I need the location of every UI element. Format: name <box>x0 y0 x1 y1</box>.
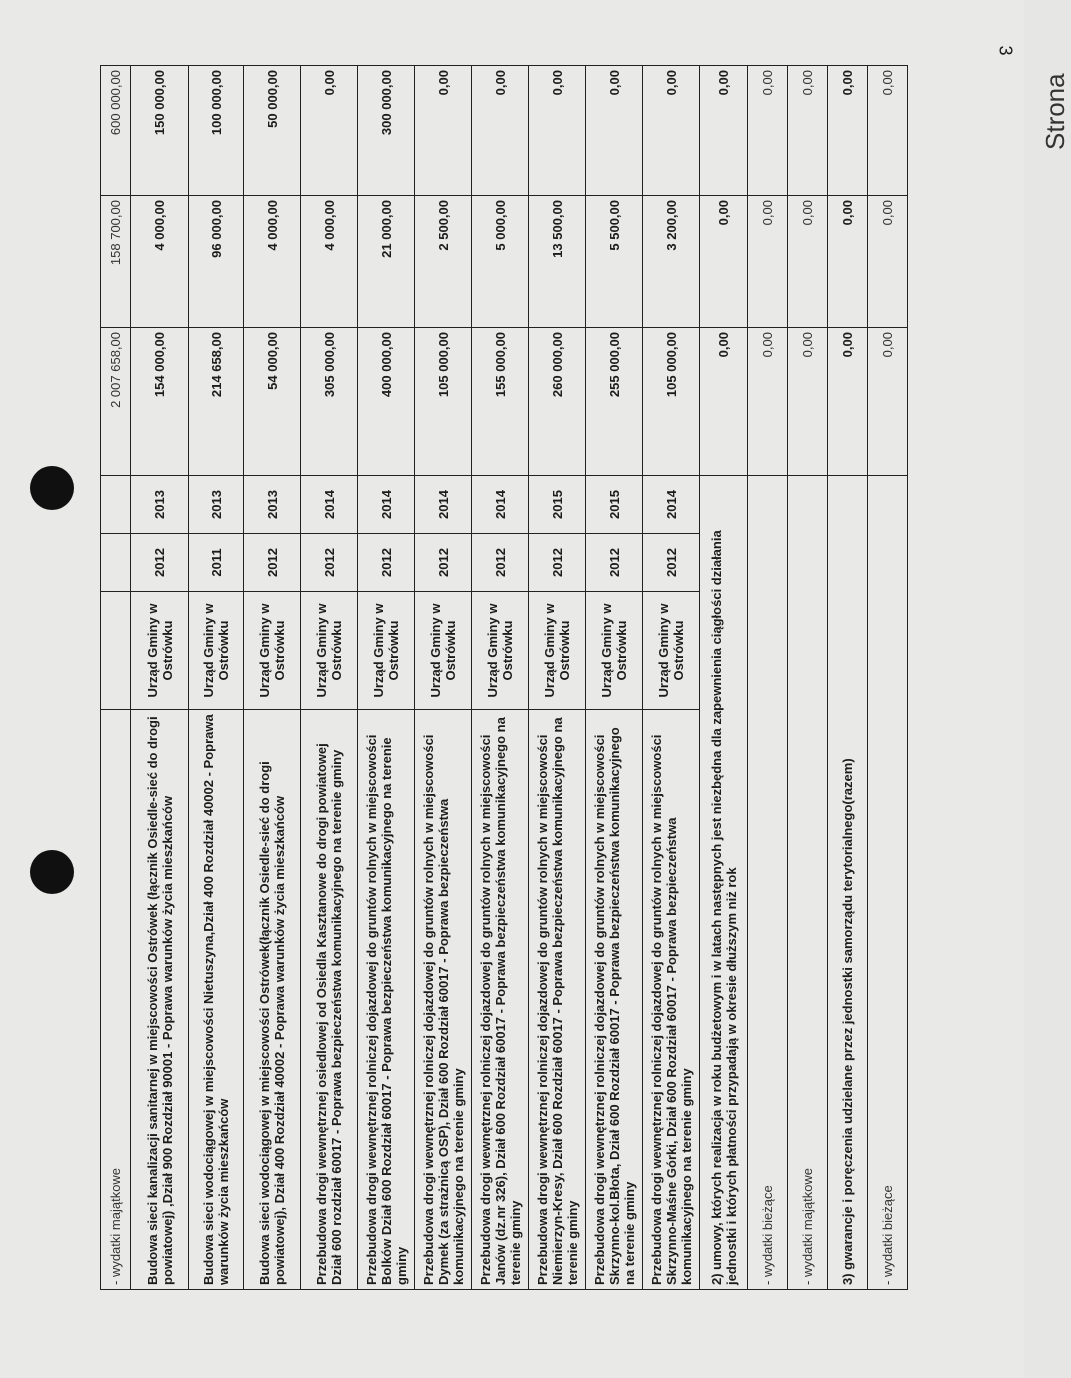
limit-year-2: 0,00 <box>301 66 358 196</box>
project-description: Budowa sieci wodociągowej w miejscowości Nietuszyna,Dział 400 Rozdział 40002 - Poprawa warunków życia mieszkańców <box>189 710 244 1290</box>
section-value-2: 0,00 <box>748 196 788 328</box>
section-value-1: 0,00 <box>700 328 748 476</box>
header-value-2: 158 700,00 <box>101 196 131 328</box>
period-to: 2014 <box>472 476 529 534</box>
section-3-current-row <box>868 66 908 1290</box>
limit-year-1: 2 500,00 <box>415 196 472 328</box>
header-row-capital <box>101 66 131 1290</box>
limit-year-1: 96 000,00 <box>189 196 244 328</box>
limit-year-1: 13 500,00 <box>529 196 586 328</box>
period-to: 2013 <box>131 476 189 534</box>
section-value-1: 0,00 <box>868 328 908 476</box>
limit-year-1: 3 200,00 <box>643 196 700 328</box>
implementing-unit: Urząd Gminy w Ostrówku <box>643 592 700 710</box>
implementing-unit: Urząd Gminy w Ostrówku <box>415 592 472 710</box>
period-from: 2012 <box>131 534 189 592</box>
financial-limit: 154 000,00 <box>131 328 189 476</box>
limit-year-2: 0,00 <box>415 66 472 196</box>
implementing-unit: Urząd Gminy w Ostrówku <box>586 592 643 710</box>
financial-limit: 260 000,00 <box>529 328 586 476</box>
section-value-1: 0,00 <box>828 328 868 476</box>
financial-limit: 155 000,00 <box>472 328 529 476</box>
section-value-3: 0,00 <box>868 66 908 196</box>
section-2-current-row <box>748 66 788 1290</box>
period-from: 2012 <box>586 534 643 592</box>
limit-year-2: 0,00 <box>472 66 529 196</box>
rotated-table-wrapper <box>100 66 915 1290</box>
punch-hole-top <box>30 466 74 510</box>
project-description: Przebudowa drogi wewnętrznej rolniczej dojazdowej do gruntów rolnych w miejscowości Dymek (za strażnicą OSP), Dział 600 Rozdział 60017 - Poprawa bezpieczeństwa komunikacyjnego na terenie gminy <box>415 710 472 1290</box>
limit-year-2: 150 000,00 <box>131 66 189 196</box>
section-label: - wydatki bieżące <box>748 476 788 1290</box>
limit-year-2: 50 000,00 <box>244 66 301 196</box>
implementing-unit: Urząd Gminy w Ostrówku <box>472 592 529 710</box>
project-row <box>529 66 586 1290</box>
project-row <box>189 66 244 1290</box>
header-value-3: 600 000,00 <box>101 66 131 196</box>
section-3-row <box>828 66 868 1290</box>
implementing-unit: Urząd Gminy w Ostrówku <box>244 592 301 710</box>
project-description: Budowa sieci wodociągowej w miejscowości Ostrówek(łącznik Osiedle-sieć do drogi powiatowej), Dział 400 Rozdział 40002 - Poprawa warunków życia mieszkańców <box>244 710 301 1290</box>
period-to: 2014 <box>415 476 472 534</box>
period-from: 2012 <box>415 534 472 592</box>
section-value-2: 0,00 <box>868 196 908 328</box>
period-from: 2012 <box>529 534 586 592</box>
page-number: 3 <box>995 45 1016 56</box>
header-label: - wydatki majątkowe <box>101 710 131 1290</box>
limit-year-2: 0,00 <box>586 66 643 196</box>
section-value-3: 0,00 <box>828 66 868 196</box>
limit-year-1: 5 000,00 <box>472 196 529 328</box>
section-label: - wydatki bieżące <box>868 476 908 1290</box>
project-row <box>472 66 529 1290</box>
project-description: Budowa sieci kanalizacji sanitarnej w miejscowości Ostrówek (łącznik Osiedle-sieć do drogi powiatowej) ,Dział 900 Rozdział 90001 - Poprawa warunków życia mieszkańców <box>131 710 189 1290</box>
implementing-unit: Urząd Gminy w Ostrówku <box>529 592 586 710</box>
project-row <box>131 66 189 1290</box>
section-2-capital-row <box>788 66 828 1290</box>
period-to: 2014 <box>643 476 700 534</box>
limit-year-2: 100 000,00 <box>189 66 244 196</box>
period-from: 2012 <box>643 534 700 592</box>
implementing-unit: Urząd Gminy w Ostrówku <box>358 592 415 710</box>
project-description: Przebudowa drogi wewnętrznej rolniczej dojazdowej do gruntów rolnych w miejscowości Bolków Dział 600 Rozdział 60017 - Poprawa bezpieczeństwa komunikacyjnego na terenie gminy <box>358 710 415 1290</box>
project-description: Przebudowa drogi wewnętrznej rolniczej dojazdowej do gruntów rolnych w miejscowości Niemierzyn-Kresy, Dział 600 Rozdział 60017 - Poprawa bezpieczeństwa komunikacyjnego na terenie gminy <box>529 710 586 1290</box>
project-row <box>586 66 643 1290</box>
section-label: 3) gwarancje i poręczenia udzielane przez jednostki samorządu terytorialnego(razem) <box>828 476 868 1290</box>
expenditure-table <box>100 65 908 1290</box>
section-value-3: 0,00 <box>748 66 788 196</box>
period-from: 2011 <box>189 534 244 592</box>
project-description: Przebudowa drogi wewnętrznej rolniczej dojazdowej do gruntów rolnych w miejscowości Skrzynno-Maśne Górki, Dział 600 Rozdział 60017 - Poprawa bezpieczeństwa komunikacyjnego na terenie gminy <box>643 710 700 1290</box>
section-value-3: 0,00 <box>788 66 828 196</box>
period-to: 2014 <box>301 476 358 534</box>
project-description: Przebudowa drogi wewnętrznej rolniczej dojazdowej do gruntów rolnych w miejscowości Janów (dz.nr 326), Dział 600 Rozdział 60017 - Poprawa bezpieczeństwa komunikacyjnego na terenie gminy <box>472 710 529 1290</box>
financial-limit: 400 000,00 <box>358 328 415 476</box>
implementing-unit: Urząd Gminy w Ostrówku <box>131 592 189 710</box>
page-label: Strona <box>1040 73 1070 150</box>
limit-year-1: 4 000,00 <box>131 196 189 328</box>
period-from: 2012 <box>244 534 301 592</box>
project-row <box>301 66 358 1290</box>
limit-year-2: 0,00 <box>529 66 586 196</box>
project-row <box>358 66 415 1290</box>
period-to: 2013 <box>189 476 244 534</box>
financial-limit: 214 658,00 <box>189 328 244 476</box>
period-to: 2015 <box>529 476 586 534</box>
section-label: - wydatki majątkowe <box>788 476 828 1290</box>
period-from: 2012 <box>301 534 358 592</box>
section-value-3: 0,00 <box>700 66 748 196</box>
limit-year-1: 21 000,00 <box>358 196 415 328</box>
financial-limit: 54 000,00 <box>244 328 301 476</box>
limit-year-2: 300 000,00 <box>358 66 415 196</box>
section-value-2: 0,00 <box>700 196 748 328</box>
project-row <box>643 66 700 1290</box>
implementing-unit: Urząd Gminy w Ostrówku <box>189 592 244 710</box>
section-label: 2) umowy, których realizacja w roku budżetowym i w latach następnych jest niezbędna dla zapewnienia ciągłości działania jednostki i których płatności przypadają w okresie dłuższym niż rok <box>700 476 748 1290</box>
limit-year-1: 4 000,00 <box>244 196 301 328</box>
financial-limit: 305 000,00 <box>301 328 358 476</box>
project-description: Przebudowa drogi wewnętrznej osiedlowej od Osiedla Kasztanowe do drogi powiatowej Dział 600 rozdział 60017 - Poprawa bezpieczeństwa komunikacyjnego na terenie gminy <box>301 710 358 1290</box>
limit-year-1: 4 000,00 <box>301 196 358 328</box>
period-from: 2012 <box>358 534 415 592</box>
financial-limit: 105 000,00 <box>415 328 472 476</box>
limit-year-2: 0,00 <box>643 66 700 196</box>
section-value-1: 0,00 <box>748 328 788 476</box>
implementing-unit: Urząd Gminy w Ostrówku <box>301 592 358 710</box>
section-2-row <box>700 66 748 1290</box>
header-value-1: 2 007 658,00 <box>101 328 131 476</box>
project-description: Przebudowa drogi wewnętrznej rolniczej dojazdowej do gruntów rolnych w miejscowości Skrzynno-kol.Błota, Dział 600 Rozdział 60017 - Poprawa bezpieczeństwa komunikacyjnego na terenie gminy <box>586 710 643 1290</box>
punch-hole-bottom <box>30 850 74 894</box>
section-value-2: 0,00 <box>828 196 868 328</box>
period-to: 2015 <box>586 476 643 534</box>
section-value-2: 0,00 <box>788 196 828 328</box>
section-value-1: 0,00 <box>788 328 828 476</box>
limit-year-1: 5 500,00 <box>586 196 643 328</box>
period-to: 2013 <box>244 476 301 534</box>
project-row <box>415 66 472 1290</box>
period-to: 2014 <box>358 476 415 534</box>
financial-limit: 105 000,00 <box>643 328 700 476</box>
project-row <box>244 66 301 1290</box>
financial-limit: 255 000,00 <box>586 328 643 476</box>
period-from: 2012 <box>472 534 529 592</box>
